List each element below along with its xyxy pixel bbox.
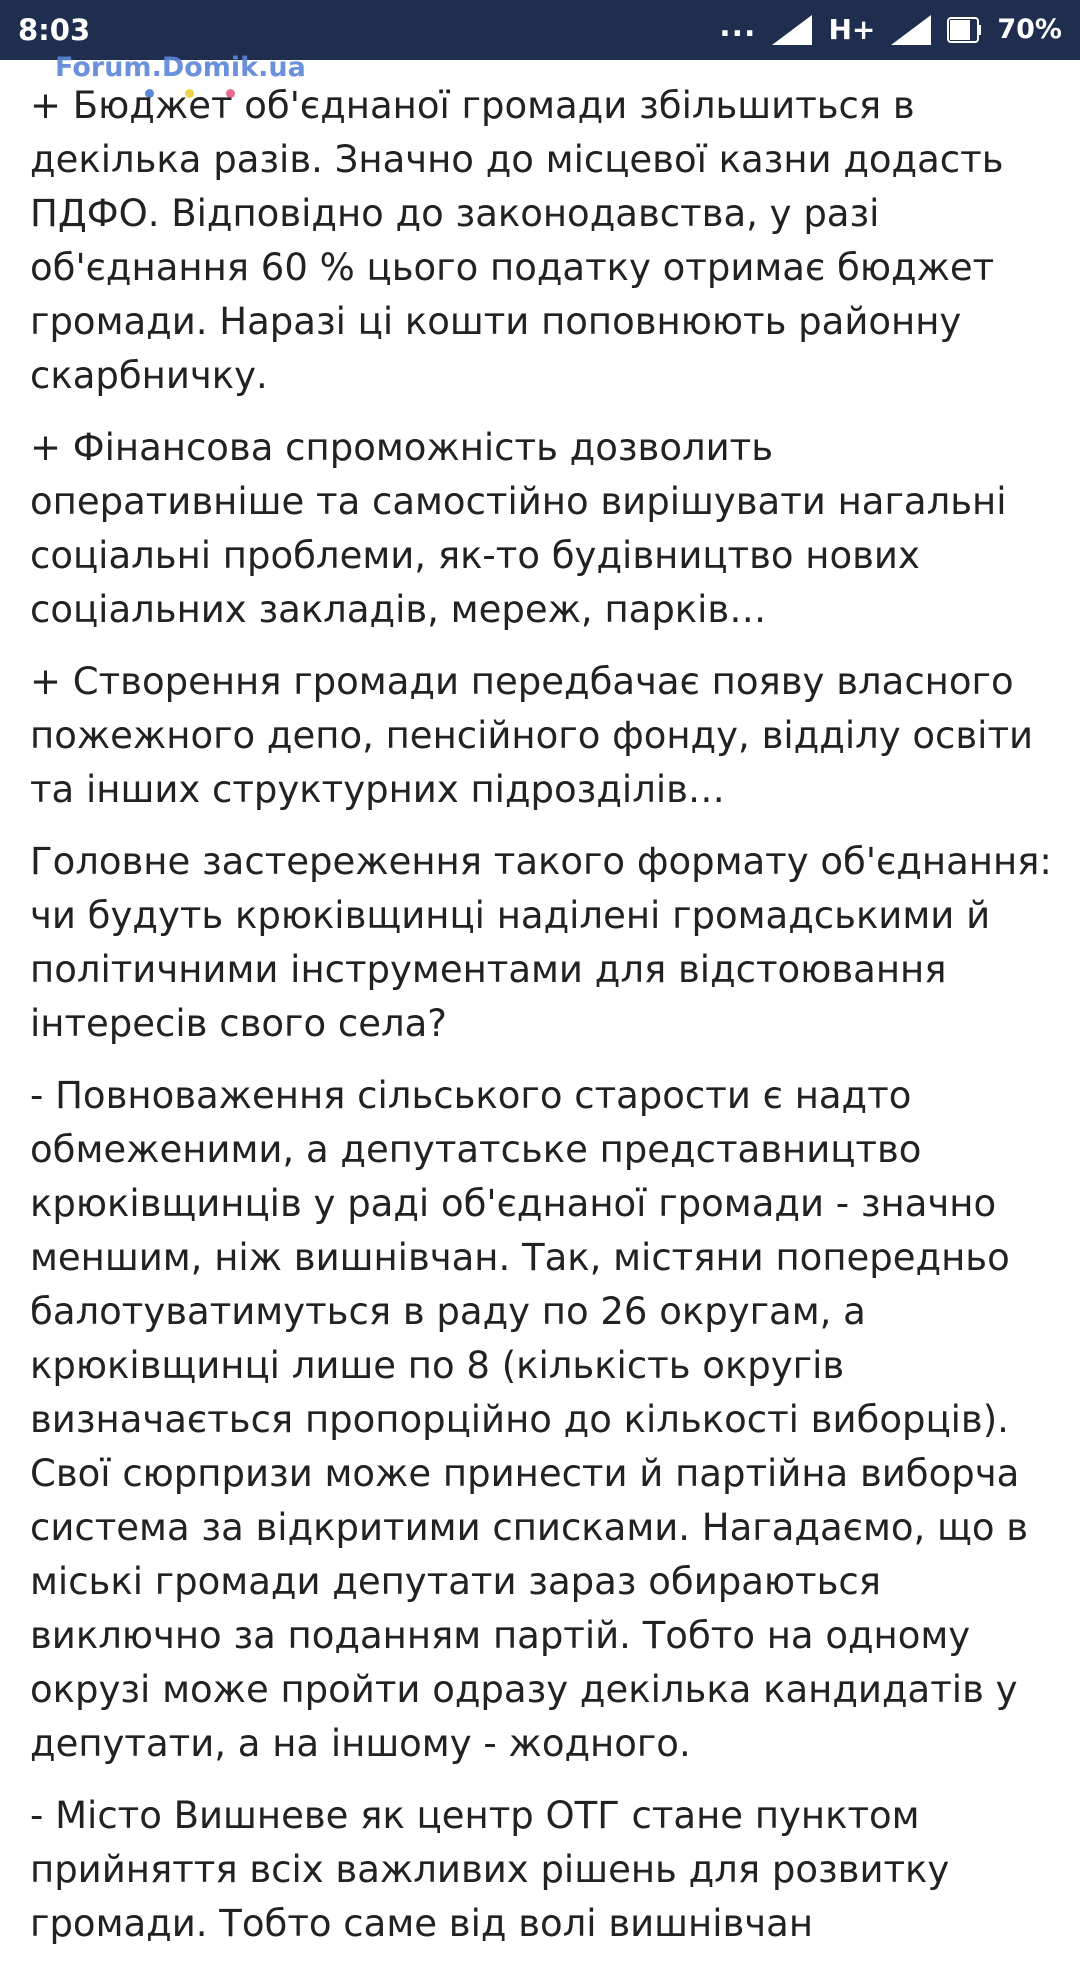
article-paragraph-2: + Фінансова спроможність дозволить оперативніше та самостійно вирішувати нагальні соціальні проблеми, як-то будівництво нових соціальних закладів, мереж, парків… (30, 426, 1007, 631)
signal-strength-icon (772, 15, 812, 45)
article-paragraph-1: + Бюджет об'єднаної громади збільшиться в декілька разів. Значно до місцевої казни додасть ПДФО. Відповідно до законодавства, у разі об'єднання 60 % цього податку отримає бюджет громади. Наразі ці кошти поповнюють районну скарбничку. (30, 84, 1004, 397)
battery-percentage: 70% (997, 14, 1062, 45)
forum-watermark-logo: Forum.Domik.ua (55, 52, 306, 83)
battery-icon (947, 17, 981, 43)
article-paragraph-5: - Повноваження сільського старости є надто обмеженими, а депутатське представництво крюківщинців у раді об'єднаної громади - значно меншим, ніж вишнівчан. Так, містяни попередньо балотуватимуться в раду по 26 округам, а крюківщинці лише по 8 (кількість округів визначається пропорційно до кількості виборців). Свої сюрпризи може принести й партійна виборча система за відкритими списками. Нагадаємо, що в міські громади депутати зараз обираються виключно за поданням партій. Тобто на одному окрузі може пройти одразу декілька кандидатів у депутати, а на іншому - жодного. (30, 1074, 1029, 1765)
article-paragraph-4: Головне застереження такого формату об'єднання: чи будуть крюківщинці наділені громадськими й політичними інструментами для відстоювання інтересів свого села? (30, 840, 1052, 1045)
status-indicators (719, 10, 1062, 50)
more-notifications-icon: ... (719, 9, 757, 44)
article-body (30, 79, 1060, 1969)
article-paragraph-3: + Створення громади передбачає появу власного пожежного депо, пенсійного фонду, відділу освіти та інших структурних підрозділів… (30, 660, 1034, 811)
status-bar (0, 0, 1080, 60)
article-paragraph-6: - Місто Вишневе як центр ОТГ стане пунктом прийняття всіх важливих рішень для розвитку громади. Тобто саме від волі вишнівчан (30, 1794, 950, 1945)
network-type-label: H+ (828, 13, 876, 46)
status-time: 8:03 (18, 13, 91, 47)
signal-strength-icon-2 (891, 15, 931, 45)
